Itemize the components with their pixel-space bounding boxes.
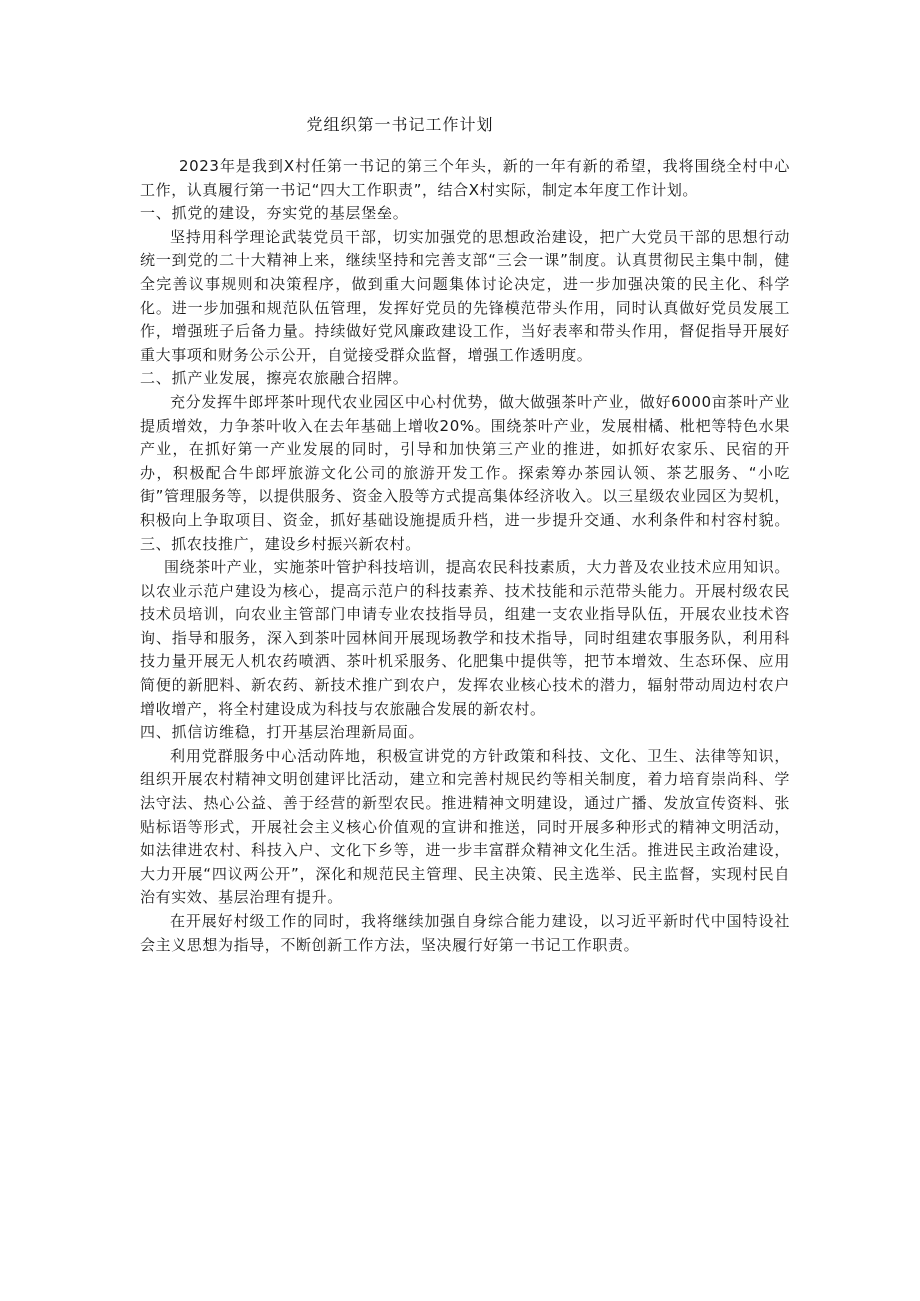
section2-body: 充分发挥牛郎坪茶叶现代农业园区中心村优势，做大做强茶叶产业，做好6000亩茶叶产业提质增效，力争茶叶收入在去年基础上增收20%。围绕茶叶产业，发展柑橘、枇杷等特色水果产业，在抓好第一产业发展的同时，引导和加快第三产业的推进，如抓好农家乐、民宿的开办，积极配合牛郎坪旅游文化公司的旅游开发工作。探索筹办茶园认领、茶艺服务、“小吃街”管理服务等，以提供服务、资金入股等方式提高集体经济收入。以三星级农业园区为契机，积极向上争取项目、资金，抓好基础设施提质升档，进一步提升交通、水利条件和村容村貌。三、抓农技推广，建设乡村振兴新农村。 <box>140 392 790 553</box>
section3-body: 围绕茶叶产业，实施茶叶管护科技培训，提高农民科技素质，大力普及农业技术应用知识。以农业示范户建设为核心，提高示范户的科技素养、技术技能和示范带头能力。开展村级农民技术员培训，向农业主管部门申请专业农技指导员，组建一支农业指导队伍，开展农业技术咨询、指导和服务，深入到茶叶园林间开展现场教学和技术指导，同时组建农事服务队，利用科技力量开展无人机农药喷洒、茶叶机采服务、化肥集中提供等，把节本增效、生态环保、应用简便的新肥料、新农药、新技术推广到农户，发挥农业核心技术的潜力，辐射带动周边村农户增收增产，将全村建设成为科技与农旅融合发展的新农村。 <box>140 558 790 718</box>
document-page <box>140 113 790 957</box>
closing-paragraph: 在开展好村级工作的同时，我将继续加强自身综合能力建设，以习近平新时代中国特设社会主义思想为指导，不断创新工作方法，坚决履行好第一书记工作职责。 <box>140 912 790 954</box>
section4-heading: 四、抓信访维稳，打开基层治理新局面。 <box>140 723 425 742</box>
intro-paragraph: 2023年是我到X村任第一书记的第三个年头，新的一年有新的希望，我将围绕全村中心工作，认真履行第一书记“四大工作职责”，结合X村实际，制定本年度工作计划。 <box>140 157 790 199</box>
section2-heading: 二、抓产业发展，擦亮农旅融合招牌。 <box>140 369 409 388</box>
section1-body: 坚持用科学理论武装党员干部，切实加强党的思想政治建设，把广大党员干部的思想行动统一到党的二十大精神上来，继续坚持和完善支部“三会一课”制度。认真贯彻民主集中制，健全完善议事规则和决策程序，做到重大问题集体讨论决定，进一步加强决策的民主化、科学化。进一步加强和规范队伍管理，发挥好党员的先锋模范带头作用，同时认真做好党员发展工作，增强班子后备力量。持续做好党风廉政建设工作，当好表率和带头作用，督促指导开展好重大事项和财务公示公开，自觉接受群众监督，增强工作透明度。 <box>140 227 790 364</box>
document-title: 党组织第一书记工作计划 <box>306 115 494 134</box>
section1-heading: 一、抓党的建设，夯实党的基层堡垒。 <box>140 204 409 223</box>
section4-body: 利用党群服务中心活动阵地，积极宣讲党的方针政策和科技、文化、卫生、法律等知识，组织开展农村精神文明创建评比活动，建立和完善村规民约等相关制度，着力培育崇尚科、学法守法、热心公益、善于经营的新型农民。推进精神文明建设，通过广播、发放宣传资料、张贴标语等形式，开展社会主义核心价值观的宣讲和推送，同时开展多种形式的精神文明活动，如法律进农村、科技入户、文化下乡等，进一步丰富群众精神文化生活。推进民主政治建设，大力开展“四议两公开”，深化和规范民主管理、民主决策、民主选举、民主监督，实现村民自治有实效、基层治理有提升。 <box>140 746 790 907</box>
